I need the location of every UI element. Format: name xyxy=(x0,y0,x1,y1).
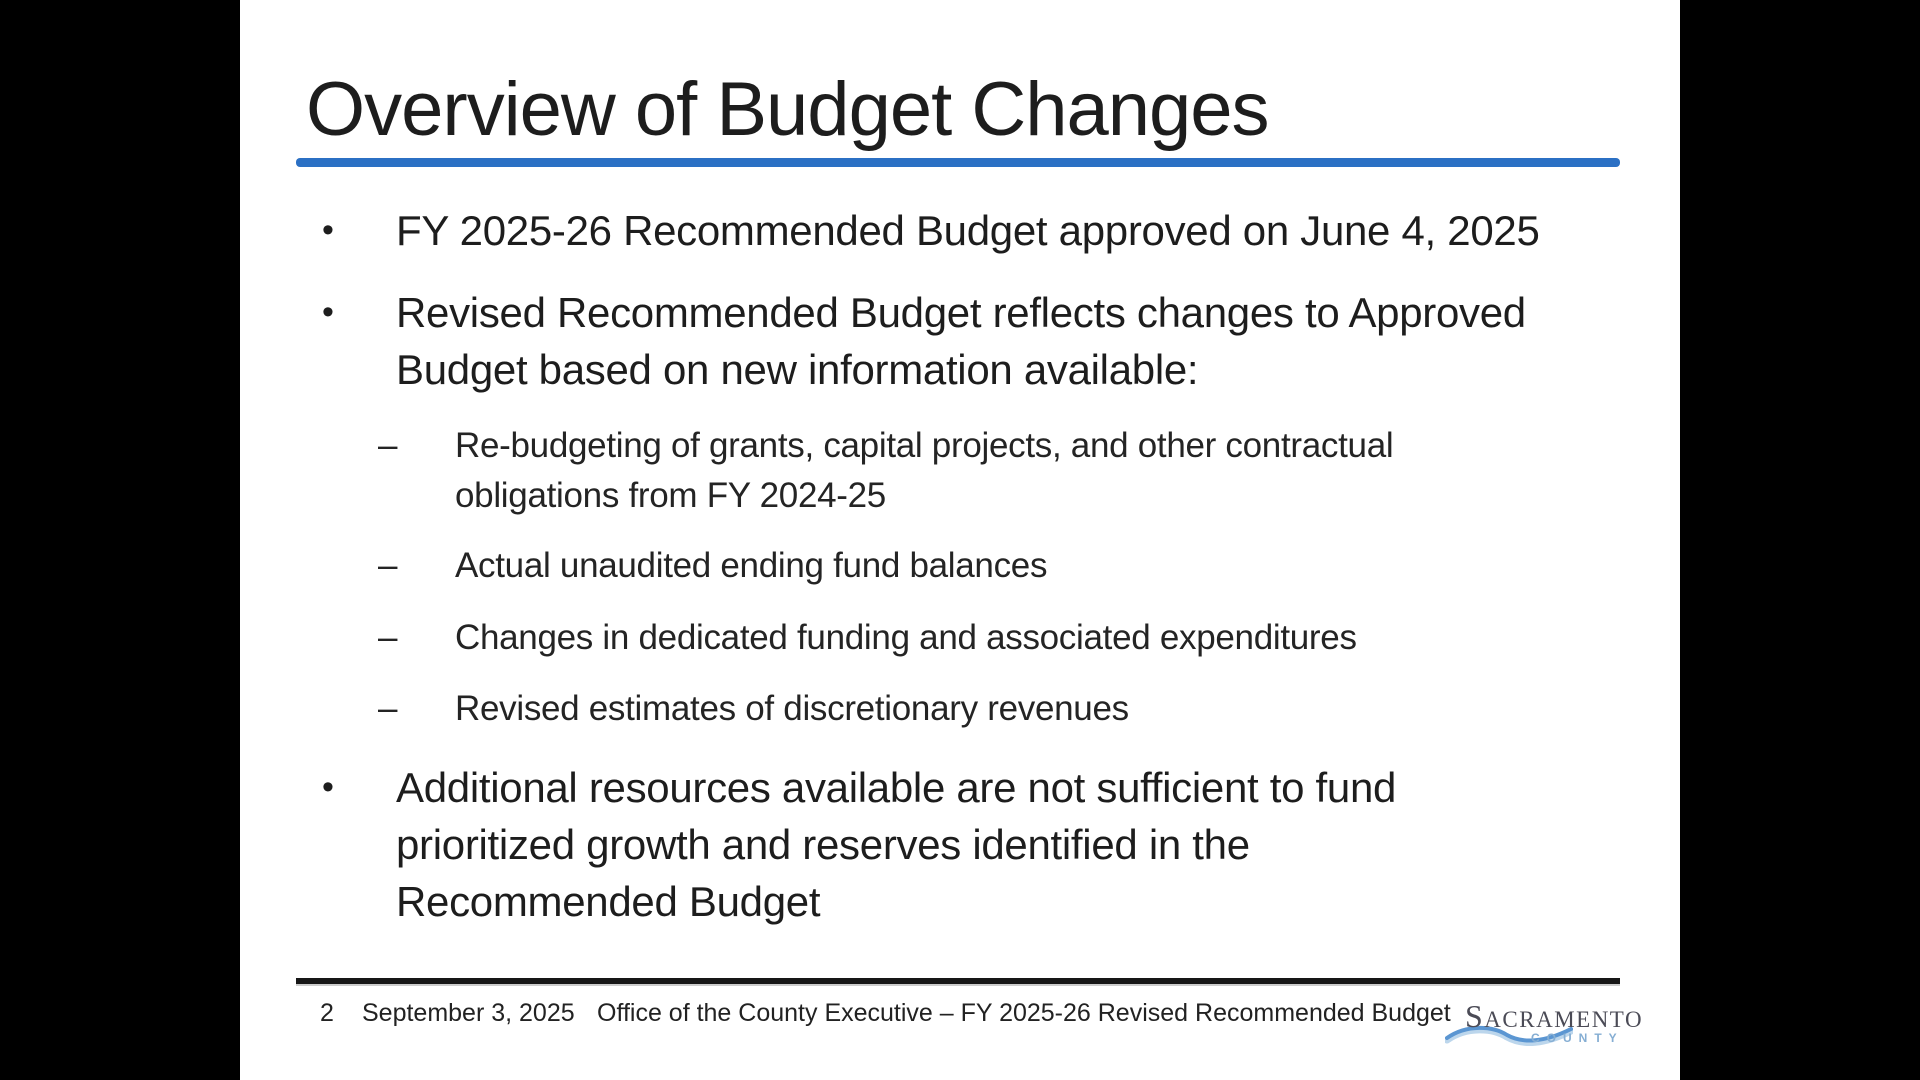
bullet-line: Actual unaudited ending fund balances xyxy=(455,546,1048,585)
bullet-marker: • xyxy=(322,293,334,331)
bullet-marker: • xyxy=(322,768,334,806)
bullet-text xyxy=(396,759,1396,930)
footer-date: September 3, 2025 xyxy=(362,999,575,1027)
page-number: 2 xyxy=(320,999,334,1027)
bullet-line: Additional resources available are not sufficient to fund xyxy=(396,764,1397,811)
sub-bullet-item xyxy=(378,684,1129,734)
bullet-item xyxy=(316,202,1540,259)
title-underline-rule xyxy=(296,158,1620,167)
sub-bullet-item xyxy=(378,541,1047,591)
bullet-item xyxy=(316,759,1396,930)
slide xyxy=(240,0,1680,1080)
sub-bullet-text xyxy=(455,541,1047,591)
bullet-line: Re-budgeting of grants, capital projects, and other contractual xyxy=(455,426,1394,465)
logo-county-text: COUNTY xyxy=(1531,1031,1624,1045)
sub-bullet-text xyxy=(455,613,1357,663)
bullet-text xyxy=(396,202,1540,259)
slide-title: Overview of Budget Changes xyxy=(306,67,1269,152)
footer-divider-rule xyxy=(296,978,1620,984)
bullet-line: Budget based on new information available: xyxy=(396,346,1199,393)
bullet-marker: • xyxy=(322,211,334,249)
bullet-line: Revised Recommended Budget reflects changes to Approved xyxy=(396,289,1526,336)
sub-bullet-item xyxy=(378,613,1357,663)
dash-marker: – xyxy=(378,689,398,728)
dash-marker: – xyxy=(378,546,398,585)
sub-bullet-item xyxy=(378,421,1393,521)
bullet-line: Recommended Budget xyxy=(396,878,821,925)
sub-bullet-text xyxy=(455,684,1129,734)
bullet-text xyxy=(396,284,1526,398)
bullet-line: FY 2025-26 Recommended Budget approved on June 4, 2025 xyxy=(396,207,1540,254)
bullet-line: prioritized growth and reserves identified in the xyxy=(396,821,1250,868)
sub-bullet-text xyxy=(455,421,1393,521)
bullet-item xyxy=(316,284,1526,398)
logo-sacramento-text: SACRAMENTO xyxy=(1465,998,1644,1034)
bullet-line: Changes in dedicated funding and associated expenditures xyxy=(455,618,1357,657)
footer-document-title: Office of the County Executive – FY 2025-26 Revised Recommended Budget xyxy=(597,999,1451,1027)
dash-marker: – xyxy=(378,426,398,465)
dash-marker: – xyxy=(378,618,398,657)
bullet-line: obligations from FY 2024-25 xyxy=(455,476,886,515)
sacramento-county-logo xyxy=(1445,998,1644,1060)
bullet-line: Revised estimates of discretionary revenues xyxy=(455,689,1129,728)
